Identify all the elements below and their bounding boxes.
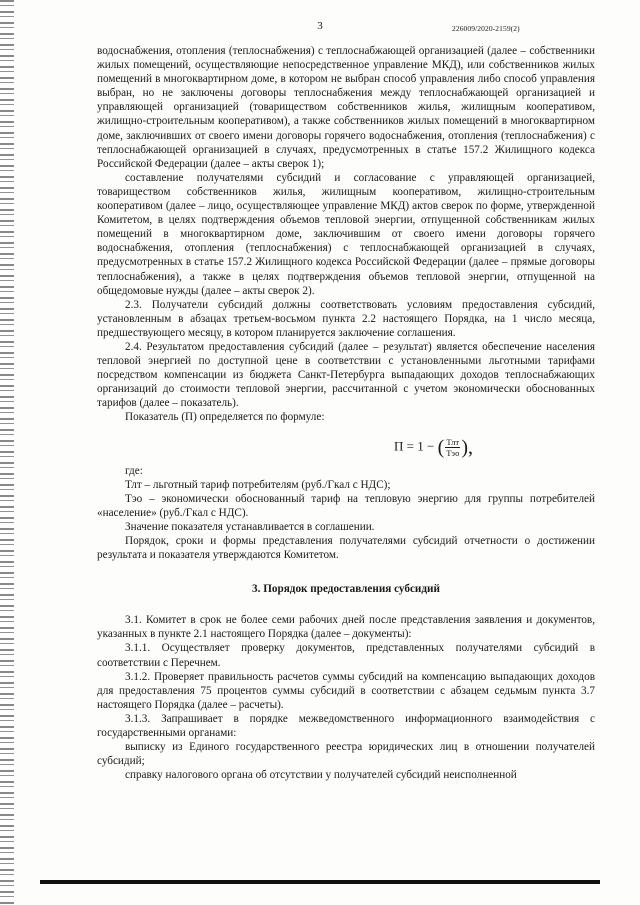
paragraph-11: 3.1. Комитет в срок не более семи рабочих дней после представления заявления и документов, указанных в пункте 2.1 настоящего Порядка (далее – документы):: [97, 614, 595, 641]
page-number: 3: [317, 20, 323, 32]
formula-open-paren: (: [437, 436, 445, 459]
paragraph-10: Порядок, сроки и формы представления получателями субсидий отчетности о достижении результата и показателя утверждаются Комитетом.: [97, 535, 595, 562]
section-title: 3. Порядок предоставления субсидий: [252, 583, 440, 596]
formula-close-paren: ),: [461, 436, 473, 459]
bottom-scan-bar: [40, 880, 600, 884]
paragraph-6: где:: [125, 464, 143, 477]
paragraph-16: справку налогового органа об отсутствии у получателей субсидий неисполненной: [125, 769, 517, 782]
paragraph-4: 2.4. Результатом предоставления субсидий (далее – результат) является обеспечение населения тепловой энергией по доступной цене в соответствии с установленными льготными тарифами посредством компенсации из бюджета Санкт-Петербурга выпадающих доходов теплоснабжающих организаций до стоимости тепловой энергии, рассчитанной с учетом экономически обоснованных тарифов (далее – показатель).: [97, 340, 595, 410]
formula: [97, 437, 595, 458]
paragraph-5: Показатель (П) определяется по формуле:: [125, 411, 325, 424]
paragraph-7: Тлт – льготный тариф потребителям (руб./Гкал с НДС);: [125, 478, 391, 491]
document-body: [97, 44, 595, 782]
formula-lhs: П = 1 −: [394, 438, 435, 454]
document-code: 226009/2020-2159(2): [452, 24, 520, 33]
paragraph-14: 3.1.3. Запрашивает в порядке межведомственного информационного взаимодействия с государственными органами:: [97, 712, 595, 740]
paragraph-8: Тэо – экономически обоснованный тариф на тепловую энергию для группы потребителей «население» (руб./Гкал с НДС).: [97, 492, 595, 519]
paragraph-13: 3.1.2. Проверяет правильность расчетов суммы субсидий на компенсацию выпадающих доходов для предоставления 75 процентов суммы субсидий в соответствии с абзацем седьмым пункта 3.7 настоящего Порядка (далее – расчеты).: [97, 670, 595, 711]
paragraph-1: водоснабжения, отопления (теплоснабжения) с теплоснабжающей организацией (далее – собственники жилых помещений, осуществляющие непосредственное управление МКД), или собственников жилых помещений в многоквартирном доме, в котором не выбран способ управления либо способ управления выбран, но не заключены договоры теплоснабжения между теплоснабжающей организацией и управляющей организацией (товариществом собственников жилья, жилищным кооперативом, жилищно-строительным кооперативом), а также собственников жилых помещений в многоквартирном доме, заключивших от своего имени договоры горячего водоснабжения, отопления (теплоснабжения) с теплоснабжающей организацией в случаях, предусмотренных в статье 157.2 Жилищного кодекса Российской Федерации (далее – акты сверок 1);: [97, 45, 595, 170]
paragraph-12: 3.1.1. Осуществляет проверку документов, представленных получателями субсидий в соответствии с Перечнем.: [97, 642, 595, 669]
scan-edge-artifact: [0, 0, 14, 905]
formula-denominator: Тэо: [446, 447, 460, 458]
paragraph-9: Значение показателя устанавливается в соглашении.: [125, 520, 375, 533]
formula-fraction: [445, 437, 460, 458]
formula-numerator: Тлт: [446, 436, 460, 447]
paragraph-3: 2.3. Получатели субсидий должны соответствовать условиям предоставления субсидий, установленным в абзацах третьем-восьмом пункта 2.2 настоящего Порядка, на 1 число месяца, предшествующего месяцу, в котором планируется заключение соглашения.: [97, 298, 595, 339]
paragraph-2: составление получателями субсидий и согласование с управляющей организацией, товариществом собственников жилья, жилищным кооперативом, жилищно-строительным кооперативом (далее – лицо, осуществляющее управление МКД) актов сверок по форме, утвержденной Комитетом, в целях подтверждения объемов тепловой энергии, отпущенной собственникам жилых помещений в многоквартирном доме, заключившим от своего имени договоры горячего водоснабжения, отопления (теплоснабжения) с теплоснабжающей организацией в случаях, предусмотренных в статье 157.2 Жилищного кодекса Российской Федерации (далее – прямые договоры теплоснабжения), а также в целях подтверждения объемов тепловой энергии, отпущенной на общедомовые нужды (далее – акты сверок 2).: [97, 171, 595, 297]
paragraph-15: выписку из Единого государственного реестра юридических лиц в отношении получателей субсидий;: [97, 741, 595, 768]
